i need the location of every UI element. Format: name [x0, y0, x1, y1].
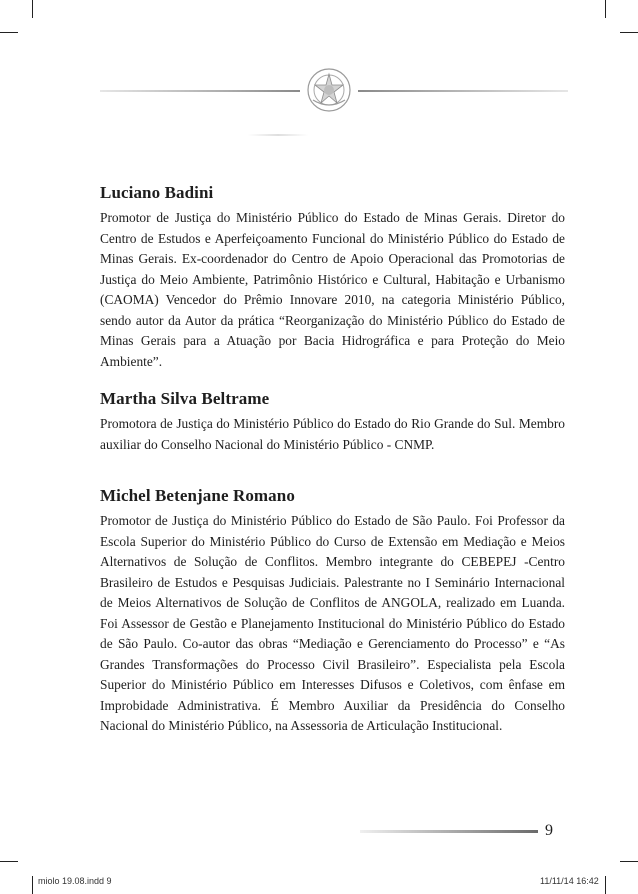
page-number: 9	[545, 822, 553, 839]
footer-rule	[360, 830, 538, 833]
crop-mark	[620, 32, 638, 33]
header-rule-left	[100, 90, 300, 92]
crop-mark	[32, 0, 33, 18]
coat-of-arms-icon	[305, 66, 353, 114]
slug-filename: miolo 19.08.indd 9	[38, 876, 112, 886]
crop-mark	[0, 32, 18, 33]
crop-mark	[605, 0, 606, 18]
bio-martha-silva-beltrame	[100, 389, 565, 455]
bio-name: Luciano Badini	[100, 183, 214, 202]
crop-mark	[620, 861, 638, 862]
header-shadow	[248, 134, 308, 136]
bio-text: Promotor de Justiça do Ministério Público do Estado de São Paulo. Foi Professor da Escola Superior do Ministério Público do Curso de Extensão em Mediação e Meios Alternativos de Solução de Conflitos. Membro integrante do CEBEPEJ -Centro Brasileiro de Estudos e Pesquisas Judiciais. Palestrante no I Seminário Internacional de Meios Alternativos de Solução de Conflitos de ANGOLA, realizado em Luanda. Foi Assessor de Gestão e Planejamento Institucional do Ministério Público do Estado de São Paulo. Co-autor das obras “Mediação e Gerenciamento do Processo” e “As Grandes Transformações do Processo Civil Brasileiro”. Especialista pela Escola Superior do Ministério Público em Interesses Difusos e Coletivos, com ênfase em Improbidade Administrativa. É Membro Auxiliar da Presidência do Conselho Nacional do Ministério Público, na Assessoria de Articulação Institucional.	[100, 513, 565, 733]
crop-mark	[605, 876, 606, 894]
header-rule-right	[358, 90, 568, 92]
bio-luciano-badini	[100, 183, 565, 372]
crop-mark	[32, 876, 33, 894]
bio-name: Martha Silva Beltrame	[100, 389, 270, 408]
bio-name: Michel Betenjane Romano	[100, 486, 295, 505]
bio-text: Promotor de Justiça do Ministério Público do Estado de Minas Gerais. Diretor do Centro de Estudos e Aperfeiçoamento Funcional do Ministério Público do Estado de Minas Gerais. Ex-coordenador do Centro de Apoio Operacional das Promotorias de Justiça do Meio Ambiente, Patrimônio Histórico e Cultural, Habitação e Urbanismo (CAOMA) Vencedor do Prêmio Innovare 2010, na categoria Ministério Público, sendo autor da Autor da prática “Reorganização do Ministério Público do Estado de Minas Gerais para a Atuação por Bacia Hidrográfica e para Proteção do Meio Ambiente”.	[100, 210, 565, 369]
bio-text: Promotora de Justiça do Ministério Público do Estado do Rio Grande do Sul. Membro auxiliar do Conselho Nacional do Ministério Público - CNMP.	[100, 416, 565, 452]
bio-michel-betenjane-romano	[100, 486, 565, 737]
crop-mark	[0, 861, 18, 862]
slug-datetime: 11/11/14 16:42	[540, 876, 599, 886]
